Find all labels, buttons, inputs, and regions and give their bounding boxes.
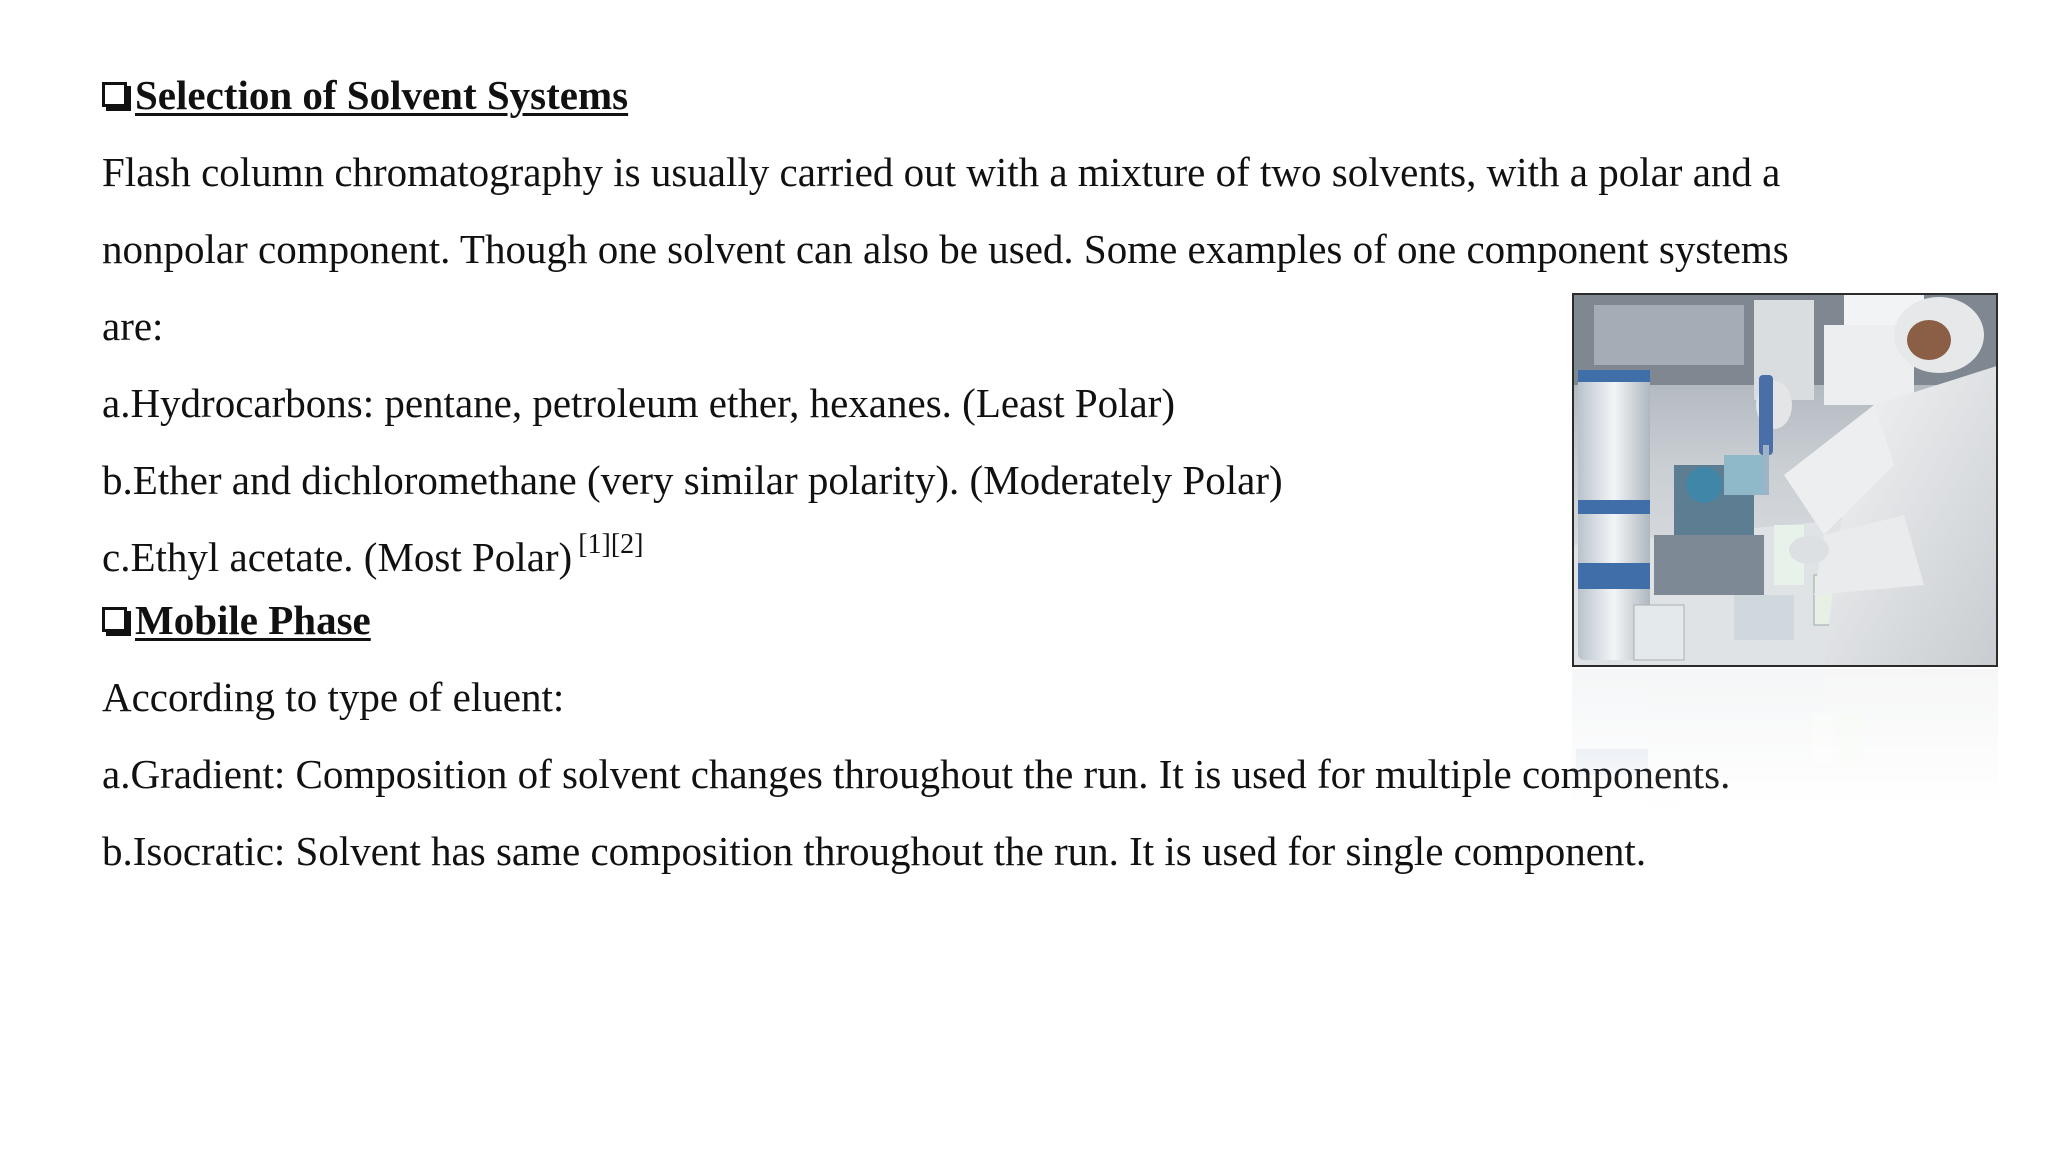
list-item: b.Isocratic: Solvent has same composition throughout the run. It is used for single component.: [102, 828, 1647, 874]
lab-photo-icon: [1574, 295, 1998, 667]
lab-photo-reflection: [1572, 669, 1998, 809]
checkbox-bullet-icon: [102, 82, 127, 107]
lab-photo: [1572, 293, 1998, 667]
list-item: a.Gradient: Composition of solvent changes throughout the run. It is used for multiple components.: [102, 751, 1731, 797]
list-item-text: c.Ethyl acetate. (Most Polar): [102, 534, 573, 580]
paragraph-line: According to type of eluent:: [102, 674, 565, 720]
paragraph-line: Flash column chromatography is usually carried out with a mixture of two solvents, with a polar and a: [102, 149, 1781, 195]
paragraph-line: nonpolar component. Though one solvent can also be used. Some examples of one component systems: [102, 226, 1789, 272]
citation: [1][2]: [578, 529, 644, 560]
list-item: a.Hydrocarbons: pentane, petroleum ether, hexanes. (Least Polar): [102, 380, 1176, 426]
section-title: Mobile Phase: [135, 597, 371, 643]
section-title: Selection of Solvent Systems: [135, 72, 629, 118]
section-heading-solvent-systems: [102, 70, 628, 120]
list-item-with-citation: [102, 529, 644, 582]
section-heading-mobile-phase: [102, 595, 371, 645]
paragraph-line: are:: [102, 303, 164, 349]
list-item: b.Ether and dichloromethane (very similar polarity). (Moderately Polar): [102, 457, 1283, 503]
checkbox-bullet-icon: [102, 607, 127, 632]
